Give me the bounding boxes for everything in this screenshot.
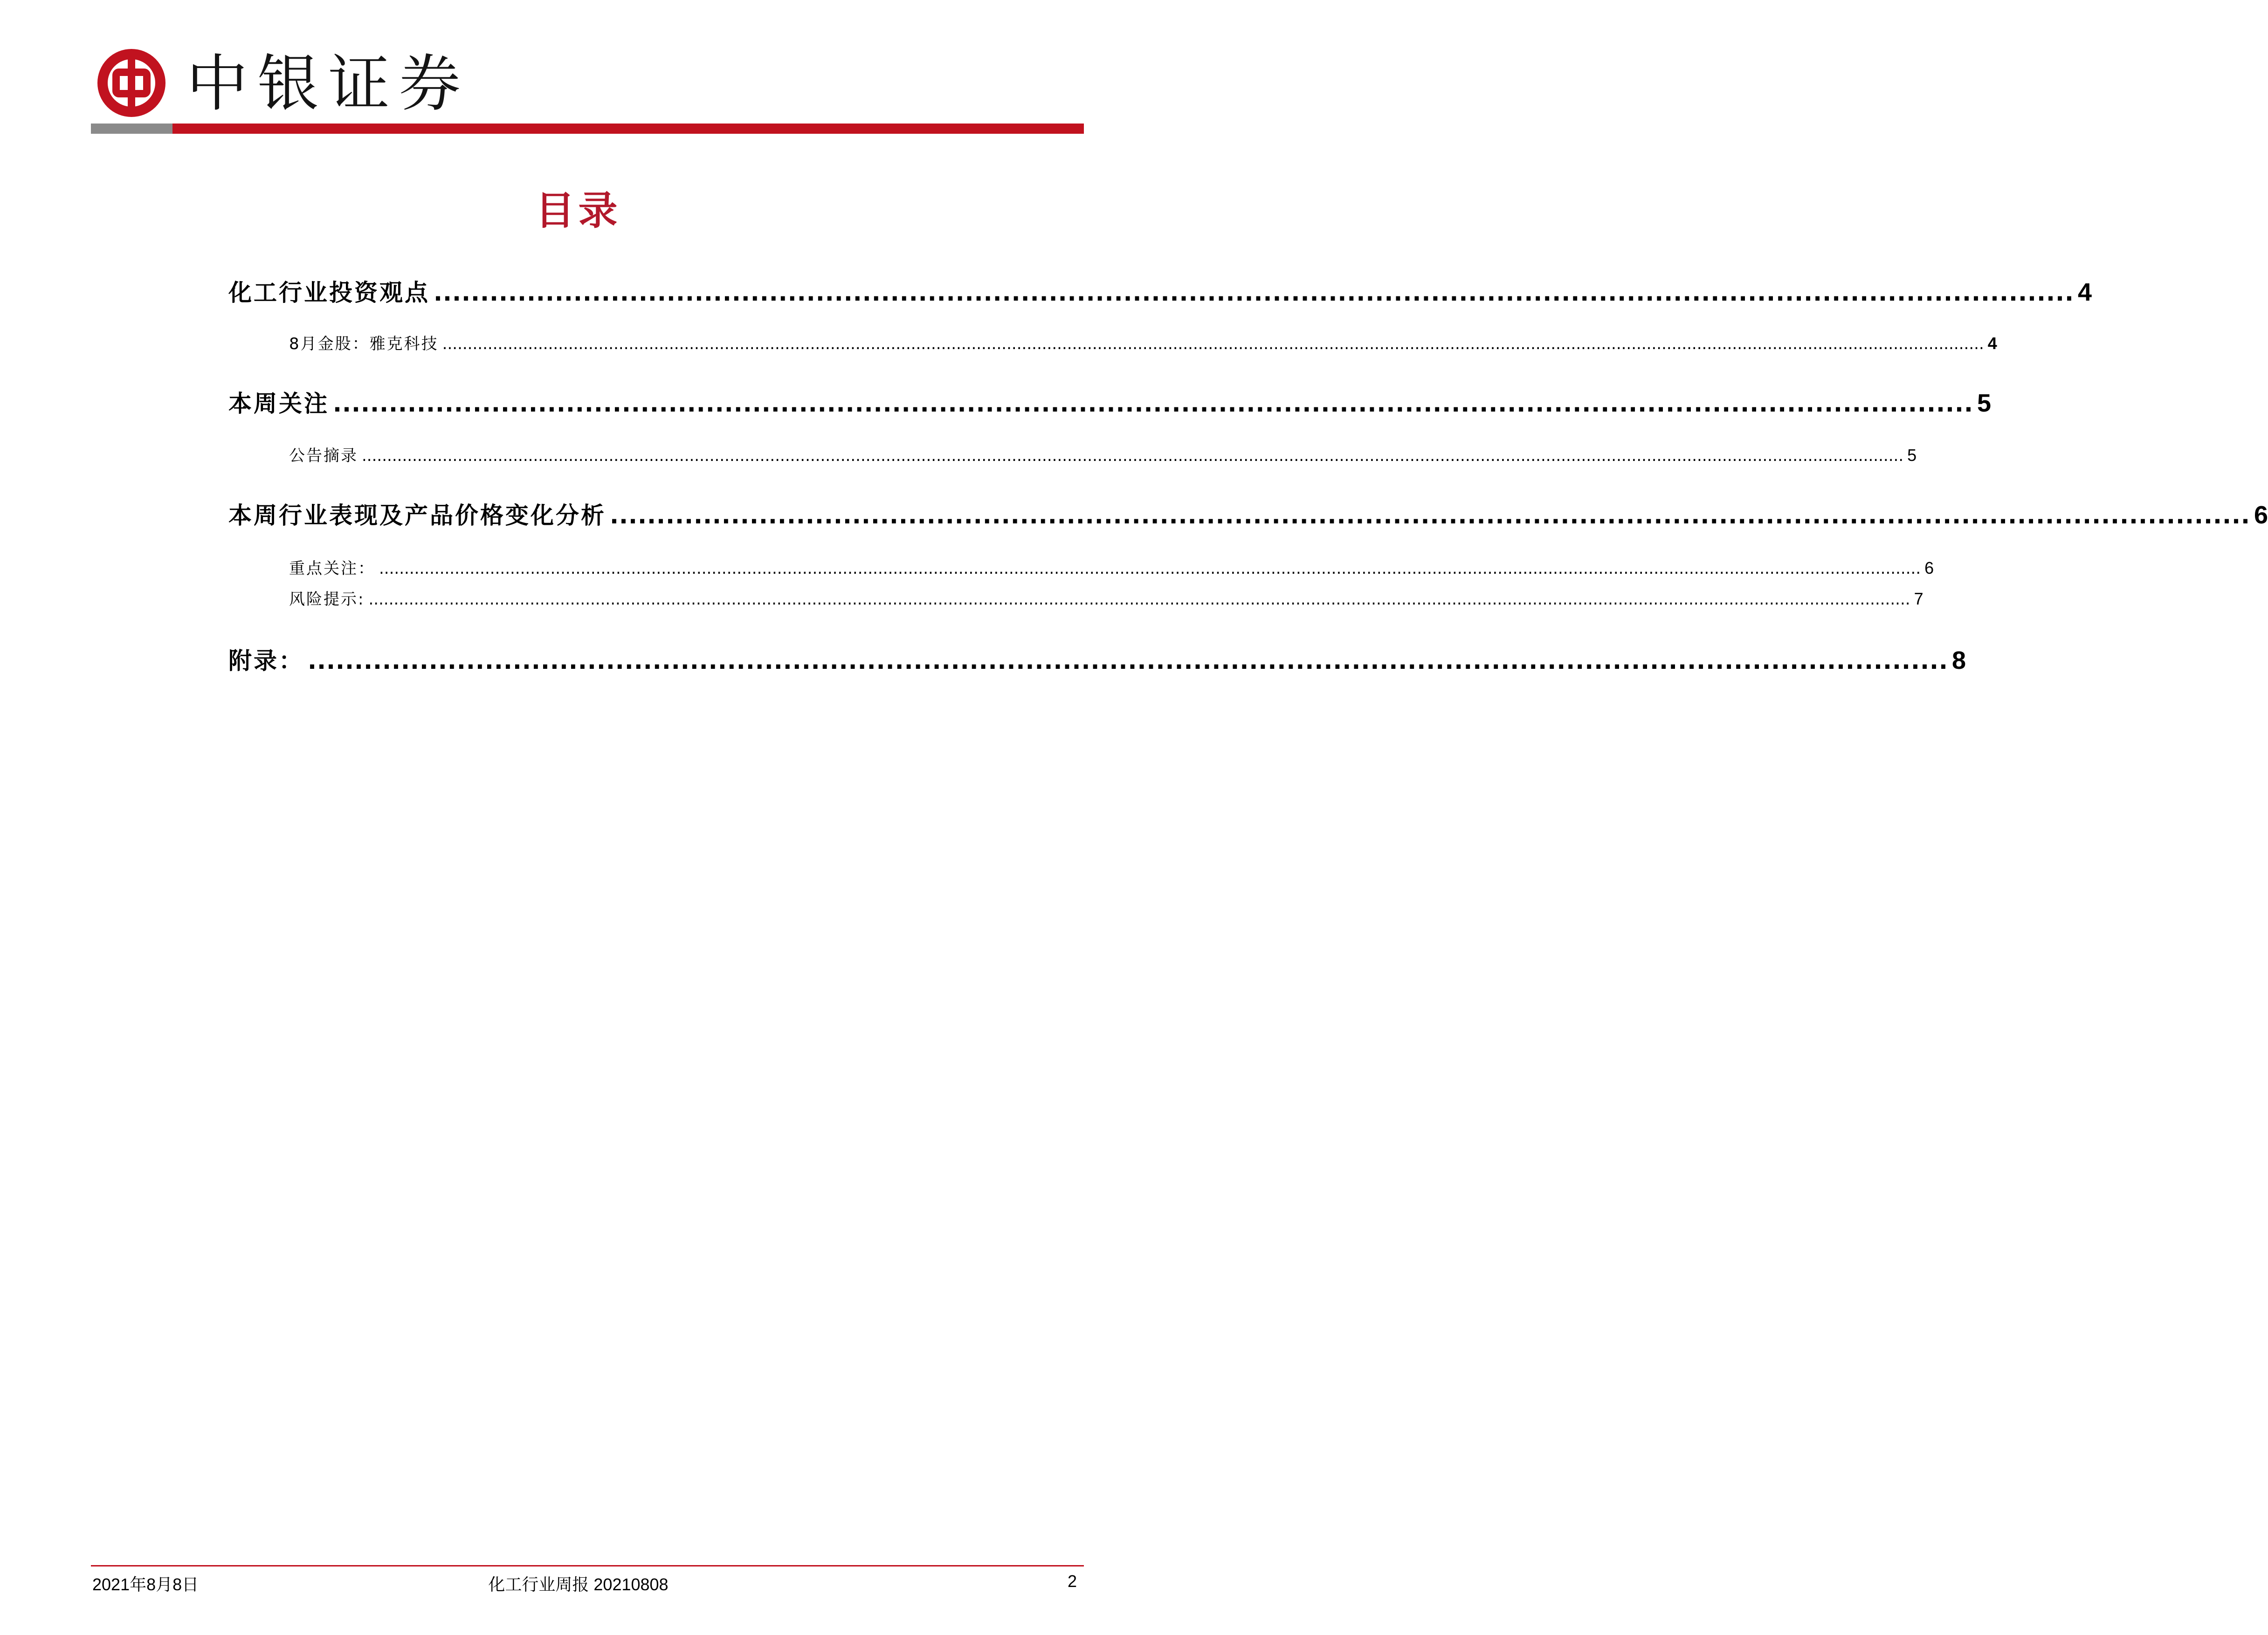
toc-entry-title: 风险提示: (289, 590, 365, 609)
footer-date: 2021年8月8日 (92, 1575, 199, 1594)
toc-entry-title: 附录： (228, 647, 304, 674)
toc-entry-page: 5 (1907, 446, 1917, 465)
toc-leader-dots: .................................................................................................................................................................................................................................................................................................................. (362, 447, 1904, 465)
toc-entry-title: 8月金股：雅克科技 (289, 335, 439, 353)
toc-entry[interactable] (228, 385, 1992, 419)
toc-entry[interactable] (228, 497, 2268, 530)
toc-entry[interactable] (289, 586, 1923, 609)
footer-page-number: 2 (1068, 1572, 1077, 1591)
toc-entry[interactable] (228, 274, 2092, 308)
toc-entry[interactable] (228, 642, 1966, 676)
toc-leader-dots: ................................................................................................................................................................................ (434, 279, 2074, 306)
toc-title: 目录 (535, 188, 621, 234)
toc-entry-page: 4 (2077, 278, 2092, 306)
toc-entry-title: 本周关注 (228, 390, 329, 417)
toc-entry-title: 公告摘录 (289, 447, 358, 465)
header-rule-gray (91, 124, 172, 134)
toc-leader-dots: .................................................................................................................................................................................................................................................................................................................. (442, 335, 1984, 353)
toc-leader-dots: ................................................................................................................................................................................ (610, 502, 2250, 529)
toc-entry-page: 8 (1951, 646, 1966, 674)
toc-entry-page: 5 (1977, 389, 1992, 417)
toc-leader-dots: ................................................................................................................................................................................ (333, 390, 1973, 417)
toc-entry-title: 本周行业表现及产品价格变化分析 (228, 502, 606, 529)
toc-entry-title: 化工行业投资观点 (228, 279, 430, 306)
toc-entry[interactable] (289, 556, 1934, 578)
brand-name: 中银证券 (186, 48, 470, 120)
footer-rule (91, 1565, 1084, 1566)
toc-entry[interactable] (289, 331, 1997, 354)
toc-leader-dots: ................................................................................................................................................................................ (308, 647, 1948, 674)
toc-entry-page: 7 (1914, 589, 1923, 608)
bank-of-china-logo-icon (97, 48, 166, 118)
toc-leader-dots: .................................................................................................................................................................................................................................................................................................................. (368, 590, 1910, 609)
footer-report-name: 化工行业周报 20210808 (488, 1575, 669, 1594)
table-of-contents (228, 0, 2268, 699)
toc-entry-title: 重点关注： (289, 559, 375, 578)
toc-entry-page: 6 (1924, 558, 1934, 577)
toc-entry[interactable] (289, 443, 1917, 466)
toc-leader-dots: .................................................................................................................................................................................................................................................................................................................. (379, 559, 1921, 578)
toc-entry-page: 4 (1987, 334, 1997, 353)
toc-entry-page: 6 (2254, 501, 2268, 529)
